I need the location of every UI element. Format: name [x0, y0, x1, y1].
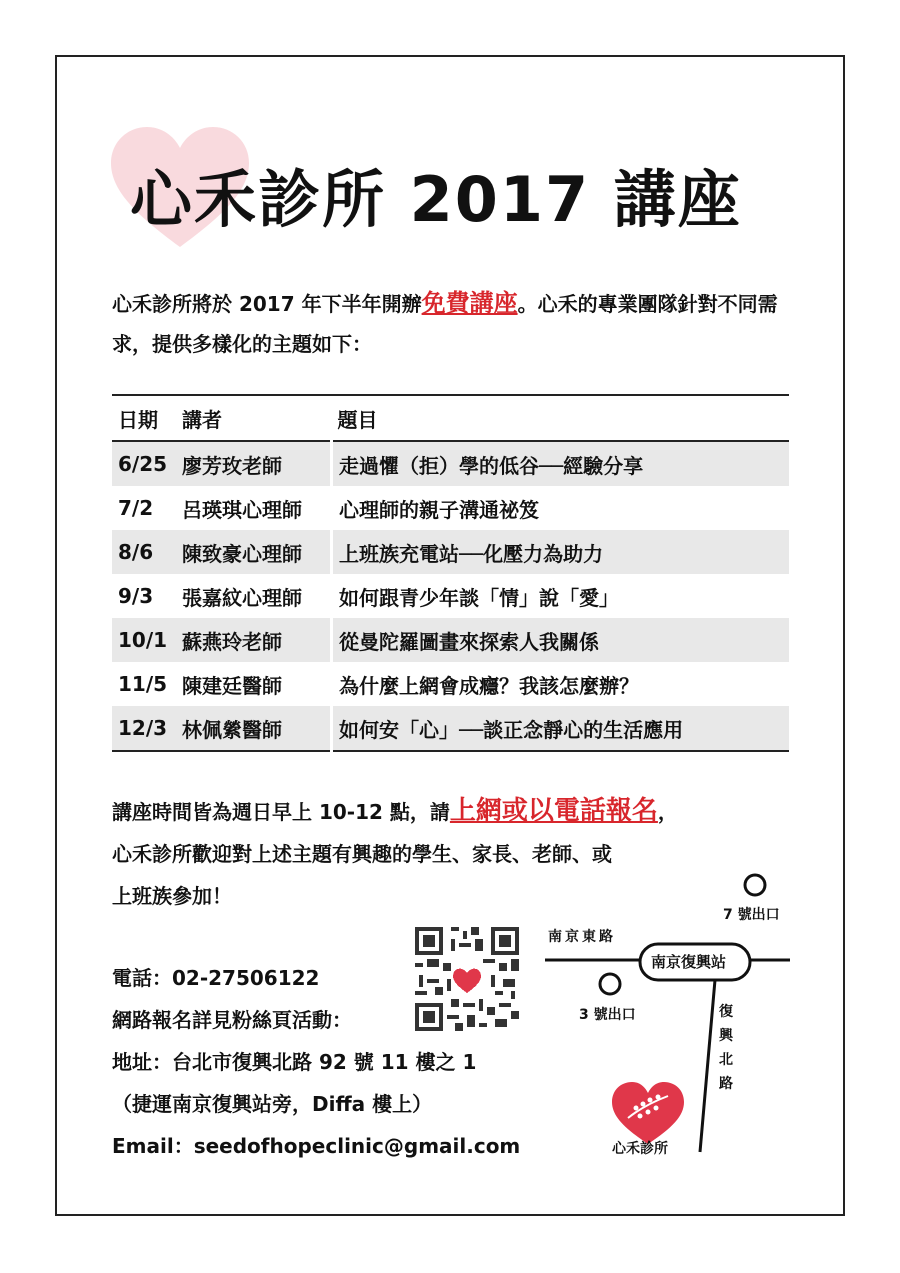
page-title: 心禾診所 2017 講座 — [130, 163, 742, 236]
exit-3-label: 3 號出口 — [579, 1007, 636, 1023]
cell-topic: 上班族充電站──化壓力為助力 — [332, 530, 790, 574]
cell-date: 11/5 — [118, 672, 168, 696]
intro-text-end: 。心禾的專業團隊針對不同需求，提供多樣化的主題如下： — [112, 292, 778, 356]
info-line-3: 上班族參加！ — [112, 884, 232, 908]
header-date: 日期 — [118, 407, 158, 432]
table-header-row — [112, 395, 789, 441]
cell-date: 6/25 — [112, 441, 176, 486]
intro-text: 心禾診所將於 2017 年下半年開辦 — [112, 292, 422, 316]
cell-speaker: 陳建廷醫師 — [182, 673, 282, 698]
address-note-line: （捷運南京復興站旁，Diffa 樓上） — [112, 1092, 433, 1116]
clinic-logo-name: 心禾診所 — [612, 1141, 668, 1157]
cell-speaker: 林佩縈醫師 — [176, 706, 332, 751]
intro-paragraph — [112, 283, 802, 364]
info-text: 講座時間皆為週日早上 10-12 點，請 — [112, 800, 450, 824]
cell-topic: 如何跟青少年談「情」說「愛」 — [332, 574, 790, 618]
info-text-end: ， — [657, 800, 678, 824]
cell-speaker: 蘇燕玲老師 — [176, 618, 332, 662]
cell-speaker: 廖芳玫老師 — [176, 441, 332, 486]
address-line: 地址：台北市復興北路 92 號 11 樓之 1 — [112, 1050, 477, 1074]
online-registration-line: 網路報名詳見粉絲頁活動： — [112, 1008, 352, 1032]
free-lecture-highlight: 免費講座 — [421, 289, 518, 317]
register-highlight: 上網或以電話報名 — [449, 796, 658, 826]
info-line-1 — [112, 790, 792, 833]
table-row — [112, 662, 789, 706]
cell-speaker: 呂瑛琪心理師 — [182, 497, 302, 522]
station-label: 南京復興站 — [651, 953, 727, 971]
cell-topic: 走過懼（拒）學的低谷──經驗分享 — [332, 441, 790, 486]
table-row — [112, 530, 789, 574]
qr-code-icon[interactable] — [415, 927, 519, 1031]
fuxing-road-label: 復興北路 — [719, 1004, 733, 1092]
exit-7-label: 7 號出口 — [723, 907, 780, 923]
cell-date: 9/3 — [118, 584, 154, 608]
header-speaker: 講者 — [182, 407, 222, 432]
exit-7-marker-icon — [745, 875, 765, 895]
cell-date: 7/2 — [118, 496, 154, 520]
lecture-schedule-table — [112, 394, 789, 752]
cell-speaker: 陳致豪心理師 — [176, 530, 332, 574]
cell-date: 12/3 — [112, 706, 176, 751]
exit-3-marker-icon — [600, 974, 620, 994]
nanjing-road-label: 南京東路 — [548, 929, 616, 945]
email-line: Email：seedofhopeclinic@gmail.com — [112, 1134, 521, 1158]
info-line-2: 心禾診所歡迎對上述主題有興趣的學生、家長、老師、或 — [112, 842, 612, 866]
header-topic: 題目 — [337, 407, 378, 432]
table-row — [112, 618, 789, 662]
table-row — [112, 706, 789, 751]
table-row — [112, 486, 789, 530]
table-row — [112, 574, 789, 618]
table-row — [112, 441, 789, 486]
cell-topic: 心理師的親子溝通祕笈 — [332, 486, 790, 530]
cell-speaker: 張嘉紋心理師 — [182, 585, 302, 610]
phone-line: 電話：02-27506122 — [112, 966, 320, 990]
cell-topic: 如何安「心」──談正念靜心的生活應用 — [332, 706, 790, 751]
cell-topic: 從曼陀羅圖畫來探索人我關係 — [332, 618, 790, 662]
cell-date: 10/1 — [112, 618, 176, 662]
cell-date: 8/6 — [112, 530, 176, 574]
cell-topic: 為什麼上網會成癮？我該怎麼辦？ — [332, 662, 790, 706]
